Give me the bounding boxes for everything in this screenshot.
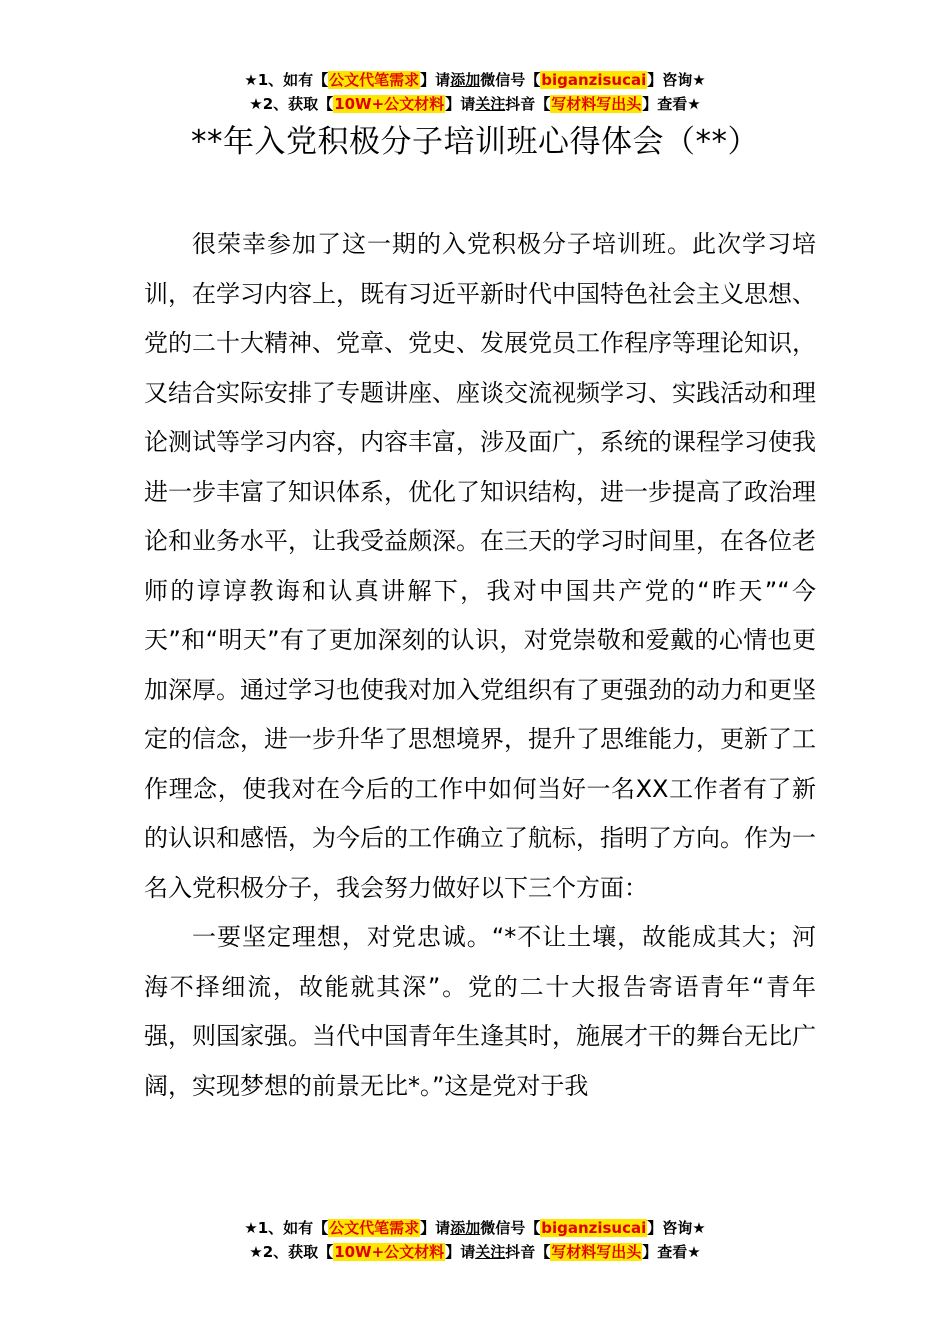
banner-text: 】查看★	[642, 1243, 701, 1261]
banner-text: 】请	[445, 1243, 476, 1261]
banner-underlined: 关注	[475, 1243, 506, 1261]
banner-text: 】咨询★	[647, 1219, 706, 1237]
banner-text: 】请	[420, 1219, 451, 1237]
header-banner	[0, 68, 950, 116]
banner-text: 】查看★	[642, 95, 701, 113]
banner-text: 抖音【	[505, 1243, 551, 1261]
footer-banner	[0, 1216, 950, 1264]
banner-line-2	[0, 92, 950, 116]
document-title: **年入党积极分子培训班心得体会（**）	[191, 124, 759, 160]
banner-text: ★1、如有【	[244, 1219, 329, 1237]
banner-text: ★1、如有【	[244, 71, 329, 89]
banner-highlight: 公文代笔需求	[329, 71, 420, 89]
banner-text: ★2、获取【	[249, 95, 334, 113]
banner-line-1	[0, 68, 950, 92]
banner-text: 】请	[420, 71, 451, 89]
paragraph: 很荣幸参加了这一期的入党积极分子培训班。此次学习培训，在学习内容上，既有习近平新时代中国特色社会主义思想、党的二十大精神、党章、党史、发展党员工作程序等理论知识，又结合实际安排了专题讲座、座谈交流视频学习、实践活动和理论测试等学习内容，内容丰富，涉及面广，系统的课程学习使我进一步丰富了知识体系，优化了知识结构，进一步提高了政治理论和业务水平，让我受益颇深。在三天的学习时间里，在各位老师的谆谆教诲和认真讲解下，我对中国共产党的“昨天”“今天”和“明天”有了更加深刻的认识，对党崇敬和爱戴的心情也更加深厚。通过学习也使我对加入党组织有了更强劲的动力和更坚定的信念，进一步升华了思想境界，提升了思维能力，更新了工作理念，使我对在今后的工作中如何当好一名XX工作者有了新的认识和感悟，为今后的工作确立了航标，指明了方向。作为一名入党积极分子，我会努力做好以下三个方面：	[144, 230, 816, 902]
paragraph: 一要坚定理想，对党忠诚。“*不让土壤，故能成其大；河海不择细流，故能就其深”。党的二十大报告寄语青年“青年强，则国家强。当代中国青年生逢其时，施展才干的舞台无比广阔，实现梦想的前景无比*。”这是党对于我	[144, 923, 816, 1100]
banner-underlined: 添加	[450, 1219, 481, 1237]
banner-highlight: 写材料写出头	[551, 95, 642, 113]
banner-highlight: biganzisucai	[541, 1219, 647, 1237]
banner-text: 抖音【	[505, 95, 551, 113]
banner-highlight: 10W+公文材料	[334, 1243, 445, 1261]
banner-highlight: biganzisucai	[541, 71, 647, 89]
banner-highlight: 公文代笔需求	[329, 1219, 420, 1237]
banner-line-2	[0, 1240, 950, 1264]
banner-underlined: 关注	[475, 95, 506, 113]
banner-highlight: 10W+公文材料	[334, 95, 445, 113]
banner-underlined: 添加	[450, 71, 481, 89]
banner-highlight: 写材料写出头	[551, 1243, 642, 1261]
banner-text: 】咨询★	[647, 71, 706, 89]
banner-text: 微信号【	[480, 1219, 541, 1237]
banner-text: 微信号【	[480, 71, 541, 89]
banner-text: ★2、获取【	[249, 1243, 334, 1261]
banner-line-1	[0, 1216, 950, 1240]
banner-text: 】请	[445, 95, 476, 113]
document-body	[144, 220, 816, 1111]
